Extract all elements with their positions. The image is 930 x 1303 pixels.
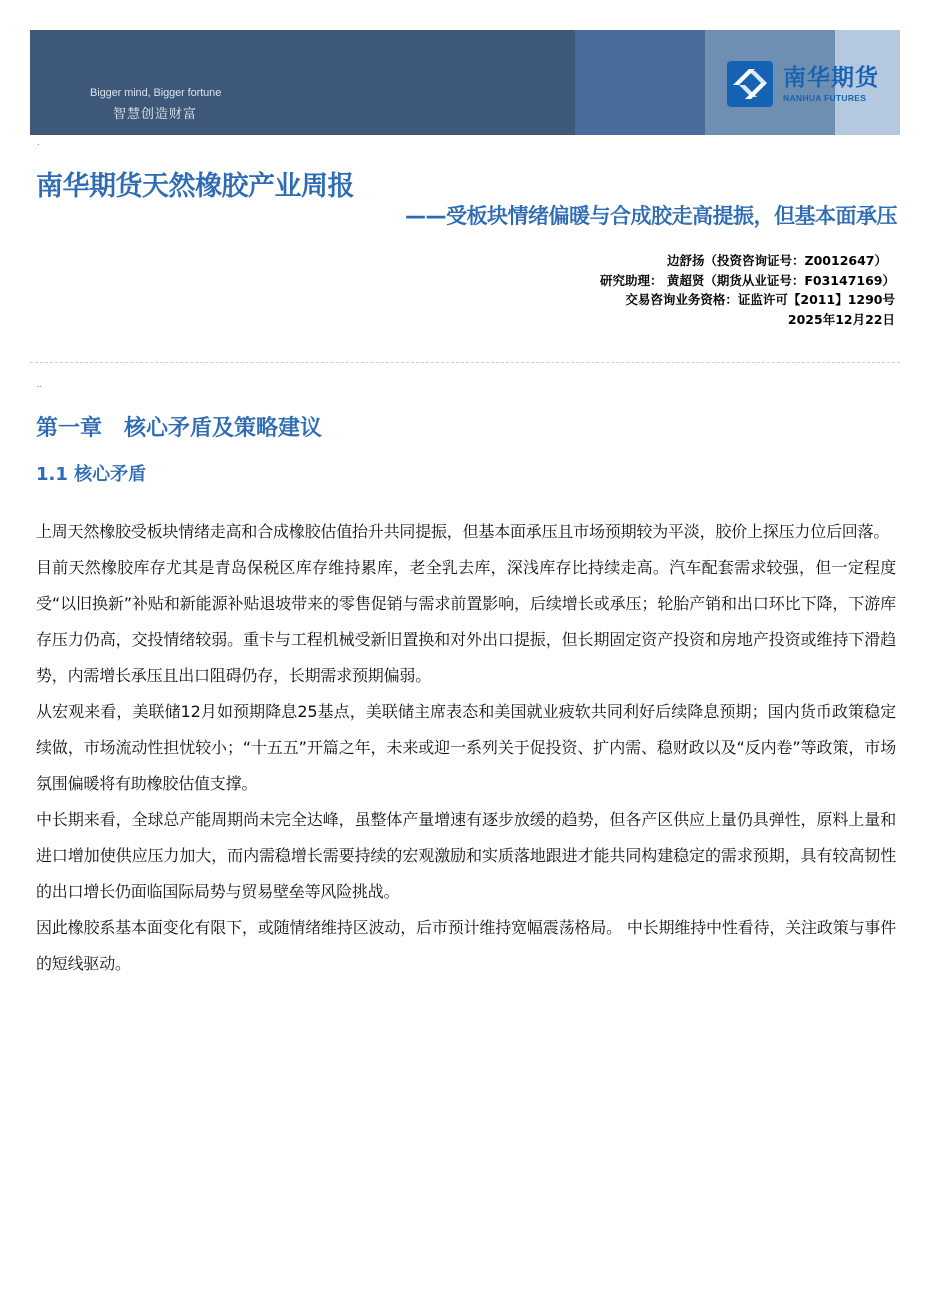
paragraph: 中长期来看，全球总产能周期尚未完全达峰，虽整体产量增速有逐步放缓的趋势，但各产区供应上量仍具弹性，原料上量和进口增加使供应压力加大，而内需稳增长需要持续的宏观激励和实质落地跟进才能共同构建稳定的需求预期，具有较高韧性的出口增长仍面临国际局势与贸易壁垒等风险挑战。 — [36, 810, 896, 901]
slogan-english: Bigger mind, Bigger fortune — [90, 87, 222, 99]
chapter-number: 第一章 — [36, 416, 103, 441]
paragraph: 从宏观来看，美联储12月如预期降息25基点，美联储主席表态和美国就业疲软共同利好后续降息预期；国内货币政策稳定续做，市场流动性担忧较小；“十五五”开篇之年，未来或迎一系列关于促投资、扩内需、稳财政以及“反内卷”等政策，市场氛围偏暖将有助橡胶估值支撑。 — [36, 702, 896, 793]
chapter-title: 核心矛盾及策略建议 — [124, 416, 323, 441]
marker-dot: . — [37, 138, 40, 147]
marker-dots: .. — [37, 380, 43, 389]
analyst-info: 边舒扬（投资咨询证号：Z0012647） — [667, 253, 887, 268]
report-subtitle: ——受板块情绪偏暖与合成胶走高提振，但基本面承压 — [405, 204, 897, 228]
body-text — [36, 514, 896, 982]
nanhua-logo-icon — [727, 61, 773, 107]
paragraph: 上周天然橡胶受板块情绪走高和合成橡胶估值抬升共同提振，但基本面承压且市场预期较为平淡，胶价上探压力位后回落。 — [36, 522, 890, 541]
banner-band-dark — [30, 30, 575, 135]
slogan-chinese: 智慧创造财富 — [113, 107, 198, 122]
report-meta — [600, 251, 895, 329]
license-info: 交易咨询业务资格：证监许可【2011】1290号 — [625, 292, 895, 307]
logo-name-cn: 南华期货 — [783, 65, 879, 91]
chapter-heading — [36, 411, 322, 442]
report-date: 2025年12月22日 — [787, 311, 895, 327]
logo-name-en: NANHUA FUTURES — [783, 93, 867, 103]
section-heading: 1.1 核心矛盾 — [36, 464, 147, 485]
section-divider — [30, 362, 900, 363]
paragraph: 目前天然橡胶库存尤其是青岛保税区库存维持累库，老全乳去库，深浅库存比持续走高。汽车配套需求较强，但一定程度受“以旧换新”补贴和新能源补贴退坡带来的零售促销与需求前置影响，后续增长或承压；轮胎产销和出口环比下降，下游库存压力仍高，交投情绪较弱。重卡与工程机械受新旧置换和对外出口提振，但长期固定资产投资和房地产投资或维持下滑趋势，内需增长承压且出口阻碍仍存，长期需求预期偏弱。 — [36, 558, 896, 685]
assistant-info: 研究助理： 黄超贤（期货从业证号：F03147169） — [600, 272, 895, 288]
company-logo — [727, 61, 879, 107]
paragraph: 因此橡胶系基本面变化有限下，或随情绪维持区波动，后市预计维持宽幅震荡格局。 中长期维持中性看待，关注政策与事件的短线驱动。 — [36, 918, 896, 973]
banner-band-mid — [575, 30, 705, 135]
report-title: 南华期货天然橡胶产业周报 — [36, 171, 354, 202]
